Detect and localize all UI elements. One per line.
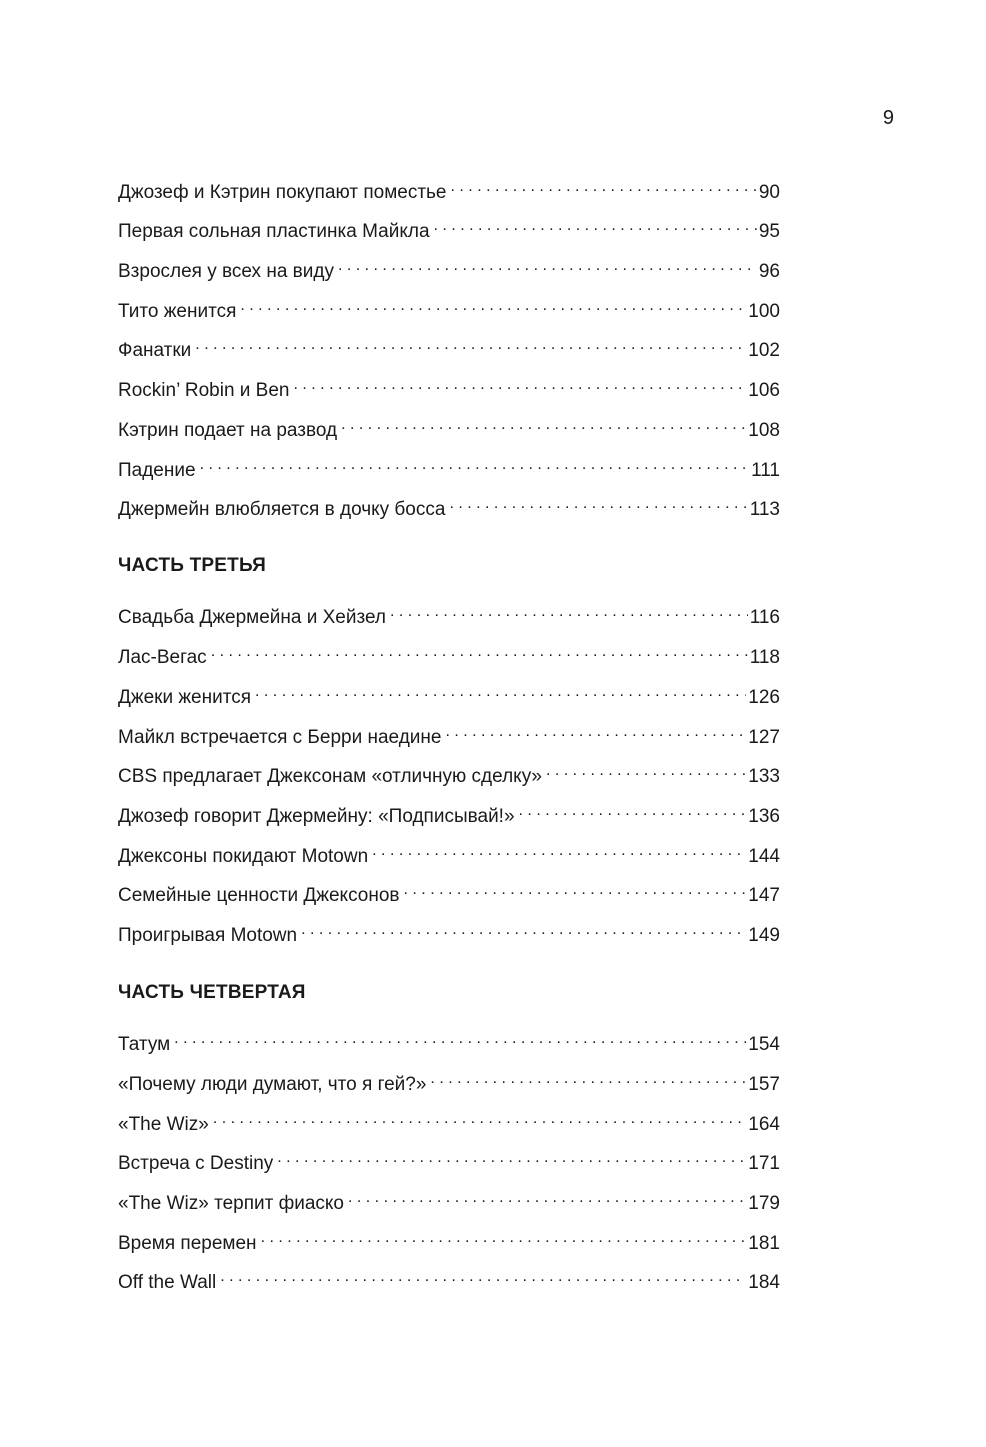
- toc-entry-page: 179: [748, 1193, 780, 1214]
- toc-entry-page: 184: [748, 1272, 780, 1293]
- toc-entry[interactable]: [118, 877, 780, 908]
- toc-entry-title: Тито женится: [118, 300, 240, 324]
- toc-entry[interactable]: [118, 1145, 780, 1176]
- part-heading: ЧАСТЬ ЧЕТВЕРТАЯ: [118, 982, 306, 1003]
- toc-entry-title: Джермейн влюбляется в дочку босса: [118, 498, 449, 522]
- toc-entry-title: Семейные ценности Джексонов: [118, 884, 404, 908]
- dot-leader: [200, 452, 750, 476]
- toc-entry-title: Взрослея у всех на виду: [118, 260, 338, 284]
- toc-entry-title: Джеки женится: [118, 686, 255, 710]
- dot-leader: [261, 1225, 747, 1249]
- toc-entry-page: 116: [749, 607, 780, 628]
- dot-leader: [301, 917, 746, 941]
- toc-entry[interactable]: [118, 253, 780, 284]
- dot-leader: [294, 372, 747, 396]
- toc-entry-title: «Почему люди думают, что я гей?»: [118, 1073, 430, 1097]
- toc-entry[interactable]: [118, 1185, 780, 1216]
- toc-entry[interactable]: [118, 758, 780, 789]
- dot-leader: [430, 1066, 746, 1090]
- toc-entry-page: 147: [748, 885, 780, 906]
- toc-entry-page: 127: [748, 727, 780, 748]
- dot-leader: [213, 1106, 746, 1130]
- toc-entry-title: «The Wiz» терпит фиаско: [118, 1192, 348, 1216]
- toc-entry-page: 106: [748, 380, 780, 401]
- toc-entry[interactable]: [118, 412, 780, 443]
- toc-entry-page: 95: [758, 221, 780, 242]
- toc-entry-title: Время перемен: [118, 1232, 261, 1256]
- dot-leader: [434, 213, 757, 237]
- toc-entry-page: 157: [748, 1074, 780, 1095]
- toc-entry-title: CBS предлагает Джексонам «отличную сделку»: [118, 765, 546, 789]
- toc-entry[interactable]: [118, 599, 780, 630]
- toc-entry-title: Off the Wall: [118, 1271, 220, 1295]
- toc-entry-page: 111: [751, 460, 780, 481]
- toc-entry[interactable]: [118, 491, 780, 522]
- toc-entry-title: Лас-Вегас: [118, 646, 211, 670]
- toc-entry[interactable]: [118, 838, 780, 869]
- toc-entry-title: Татум: [118, 1033, 174, 1057]
- toc-entry-title: Rockin’ Robin и Ben: [118, 379, 294, 403]
- dot-leader: [338, 253, 757, 277]
- toc-entry-page: 149: [748, 925, 780, 946]
- toc-entry-page: 181: [748, 1233, 780, 1254]
- dot-leader: [240, 293, 746, 317]
- toc-entry-page: 133: [748, 766, 780, 787]
- toc-entry-page: 102: [748, 340, 780, 361]
- dot-leader: [546, 758, 746, 782]
- toc-entry[interactable]: [118, 719, 780, 750]
- toc-entry[interactable]: [118, 679, 780, 710]
- dot-leader: [390, 599, 748, 623]
- dot-leader: [341, 412, 746, 436]
- toc-entry-page: 108: [748, 420, 780, 441]
- toc-entry[interactable]: [118, 639, 780, 670]
- toc-entry[interactable]: [118, 798, 780, 829]
- toc-entry-page: 100: [748, 301, 780, 322]
- toc-entry-title: Джексоны покидают Motown: [118, 845, 372, 869]
- toc-entry[interactable]: [118, 1264, 780, 1295]
- toc-entry-page: 90: [758, 182, 780, 203]
- toc-entry-page: 126: [748, 687, 780, 708]
- toc-entry-page: 113: [749, 499, 780, 520]
- toc-entry-title: Джозеф говорит Джермейну: «Подписывай!»: [118, 805, 519, 829]
- part-heading: ЧАСТЬ ТРЕТЬЯ: [118, 555, 266, 576]
- toc-entry[interactable]: [118, 213, 780, 244]
- toc-entry[interactable]: [118, 1225, 780, 1256]
- toc-entry-page: 164: [748, 1114, 780, 1135]
- toc-entry[interactable]: [118, 372, 780, 403]
- dot-leader: [255, 679, 746, 703]
- dot-leader: [519, 798, 747, 822]
- toc-entry[interactable]: [118, 1106, 780, 1137]
- toc-entry[interactable]: [118, 174, 780, 205]
- dot-leader: [195, 332, 746, 356]
- toc-entry-title: Джозеф и Кэтрин покупают поместье: [118, 181, 451, 205]
- toc-entry-title: Майкл встречается с Берри наедине: [118, 726, 445, 750]
- dot-leader: [404, 877, 747, 901]
- toc-entry-title: Свадьба Джермейна и Хейзел: [118, 606, 390, 630]
- toc-entry-page: 154: [748, 1034, 780, 1055]
- toc-entry-title: Фанатки: [118, 339, 195, 363]
- dot-leader: [211, 639, 748, 663]
- toc-entry-title: Встреча с Destiny: [118, 1152, 277, 1176]
- toc-entry-page: 136: [748, 806, 780, 827]
- toc-entry[interactable]: [118, 332, 780, 363]
- dot-leader: [451, 174, 757, 198]
- toc-entry-title: Кэтрин подает на развод: [118, 419, 341, 443]
- toc-entry-page: 171: [748, 1153, 780, 1174]
- toc-entry-title: Проигрывая Motown: [118, 924, 301, 948]
- toc-entry-title: «The Wiz»: [118, 1113, 213, 1137]
- toc-entry-page: 96: [758, 261, 780, 282]
- toc-entry-page: 118: [749, 647, 780, 668]
- dot-leader: [348, 1185, 746, 1209]
- toc-entry-title: Падение: [118, 459, 200, 483]
- toc-entry[interactable]: [118, 452, 780, 483]
- page-number: 9: [882, 107, 894, 129]
- dot-leader: [445, 719, 746, 743]
- toc-entry[interactable]: [118, 917, 780, 948]
- dot-leader: [372, 838, 746, 862]
- dot-leader: [449, 491, 747, 515]
- dot-leader: [277, 1145, 746, 1169]
- toc-entry-page: 144: [748, 846, 780, 867]
- toc-entry-title: Первая сольная пластинка Майкла: [118, 220, 434, 244]
- toc-entry[interactable]: [118, 1066, 780, 1097]
- toc-entry[interactable]: [118, 293, 780, 324]
- dot-leader: [174, 1026, 746, 1050]
- toc-entry[interactable]: [118, 1026, 780, 1057]
- dot-leader: [220, 1264, 746, 1288]
